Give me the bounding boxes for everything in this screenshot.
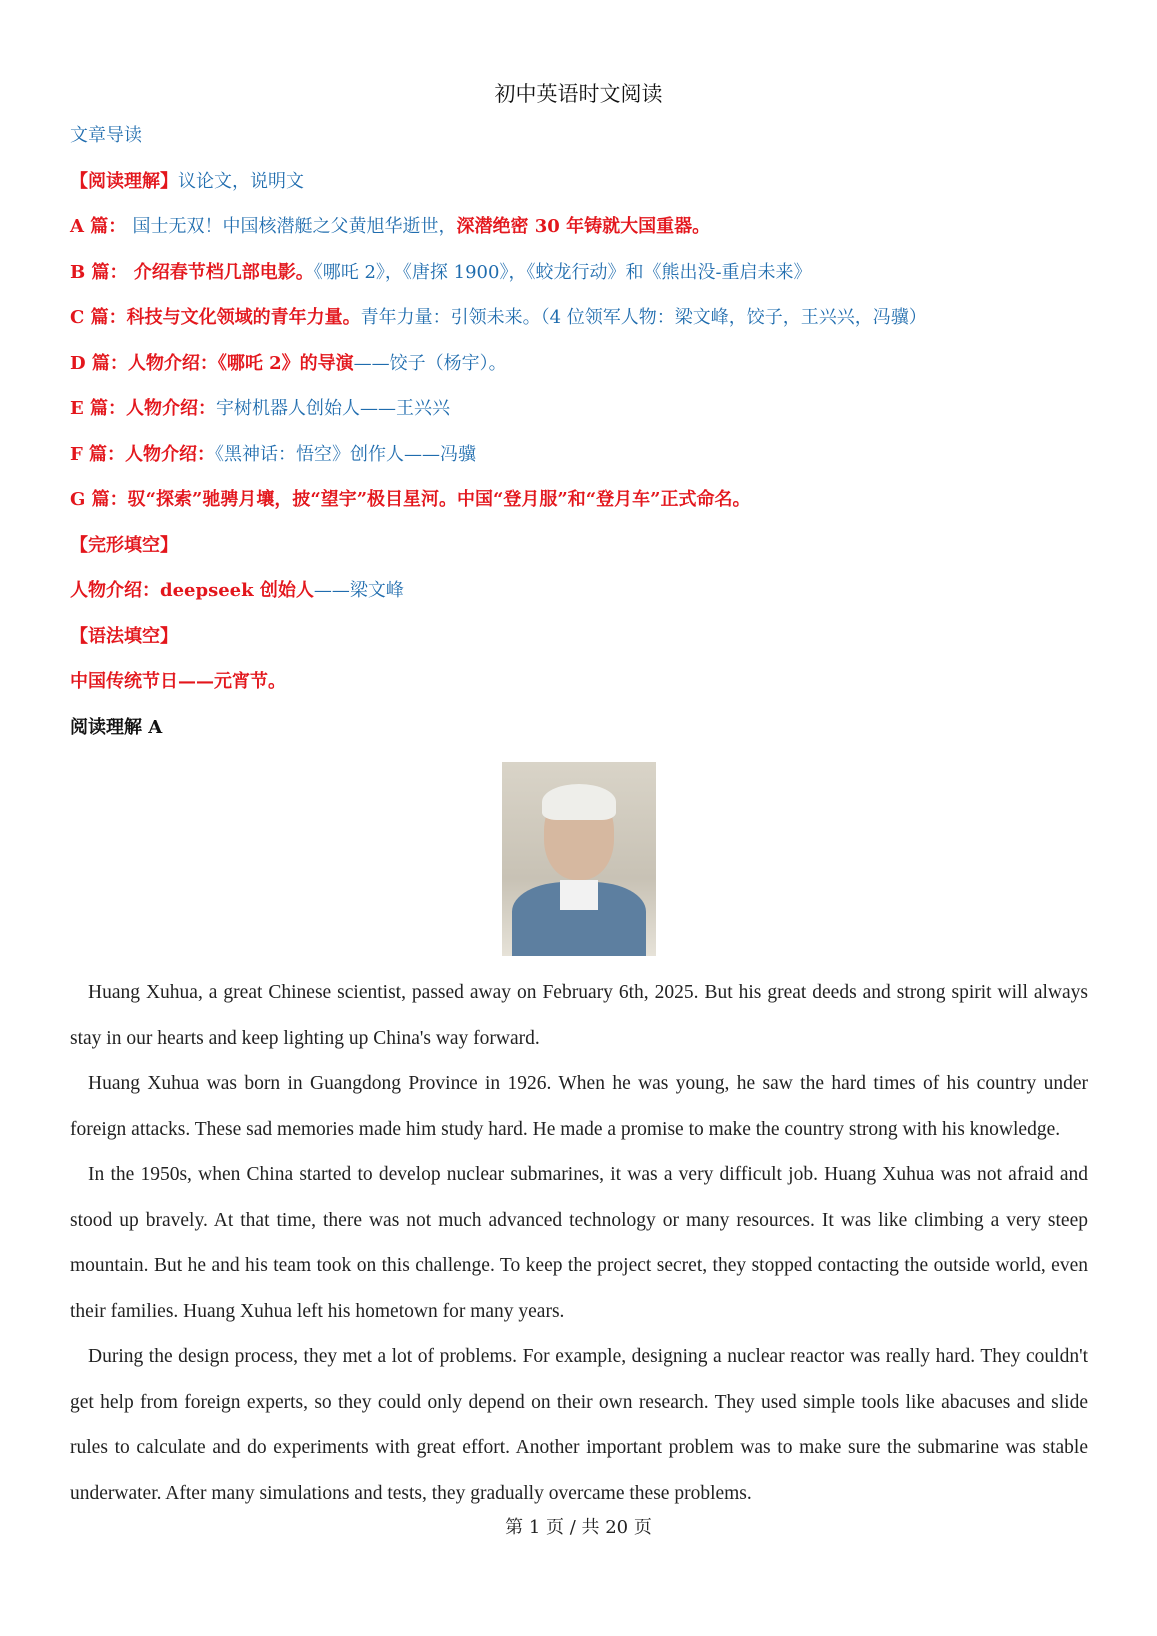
guide-line [70,485,750,511]
guide-segment: 深潜绝密 30 年铸就大国重器。 [456,216,711,237]
guide-segment: 宇树机器人创始人——王兴兴 [216,398,450,419]
guide-line [70,121,142,147]
guide-segment: C 篇：科技与文化领域的青年力量。 [70,307,361,328]
guide-segment: 青年力量：引领未来。（4 位领军人物：梁文峰，饺子，王兴兴，冯骥） [360,307,927,328]
guide-segment: A 篇： [70,216,133,237]
guide-segment: 《哪吒 2》，《唐探 1900》，《蛟龙行动》和《熊出没-重启未来》 [313,261,812,283]
portrait-photo [502,762,656,956]
guide-segment: ——梁文峰 [313,580,404,601]
guide-line [70,394,450,420]
paragraph: In the 1950s, when China started to develop nuclear submarines, it was a very difficult job. Huang Xuhua was not afraid and stood up bravely. At that time, there was not much advanced technology or many resources. It was like climbing a very steep mountain. But he and his team took on this challenge. To keep the project secret, they stopped contacting the outside world, even their families. Huang Xuhua left his hometown for many years. [70,1164,1088,1322]
paragraph: Huang Xuhua, a great Chinese scientist, passed away on February 6th, 2025. But his great deeds and strong spirit will always stay in our hearts and keep lighting up China's way forward. [70,982,1088,1049]
guide-segment: 人物介绍：deepseek 创始人 [70,580,314,601]
page-title: 初中英语时文阅读 [494,82,663,106]
guide-segment: 【语法填空】 [70,625,178,647]
guide-line [70,713,162,739]
guide-segment: ——饺子（杨宇）。 [353,352,507,374]
guide-segment: 议论文，说明文 [178,170,304,192]
guide-line [70,258,812,284]
guide-line [70,167,304,193]
guide-segment: 【完形填空】 [70,534,178,556]
guide-line [70,667,286,693]
guide-line [70,531,178,557]
guide-segment: G 篇：驭“探索”驰骋月壤，披“望宇”极目星河。中国“登月服”和“登月车”正式命名。 [70,489,751,510]
guide-line [70,440,476,466]
paragraph: Huang Xuhua was born in Guangdong Province in 1926. When he was young, he saw the hard times of his country under foreign attacks. These sad memories made him study hard. He made a promise to make the country strong with his knowledge. [70,1073,1088,1140]
guide-line [70,212,710,238]
guide-segment: E 篇：人物介绍： [70,398,216,419]
guide-segment: 中国传统节日——元宵节。 [70,671,286,692]
guide-segment: B 篇： 介绍春节档几部电影。 [70,261,314,283]
guide-segment: D 篇：人物介绍：《哪吒 2》的导演 [70,352,354,374]
article-body [70,970,1088,1516]
guide-line [70,303,927,329]
guide-segment: F 篇：人物介绍： [70,443,216,465]
guide-segment: 国士无双！中国核潜艇之父黄旭华逝世， [132,216,457,237]
guide-segment: 阅读理解 A [70,716,163,738]
guide-segment: 文章导读 [70,125,142,146]
guide-segment: 《黑神话：悟空》创作人——冯骥 [215,443,477,465]
guide-line [70,622,178,648]
guide-line [70,349,507,375]
guide-line [70,576,404,602]
guide-segment: 【阅读理解】 [70,170,178,192]
page-number: 第 1 页 / 共 20 页 [505,1517,652,1538]
paragraph: During the design process, they met a lot of problems. For example, designing a nuclear reactor was really hard. They couldn't get help from foreign experts, so they could only depend on their own research. They used simple tools like abacuses and slide rules to calculate and do experiments with great effort. Another important problem was to make sure the submarine was stable underwater. After many simulations and tests, they gradually overcame these problems. [70,1346,1088,1504]
